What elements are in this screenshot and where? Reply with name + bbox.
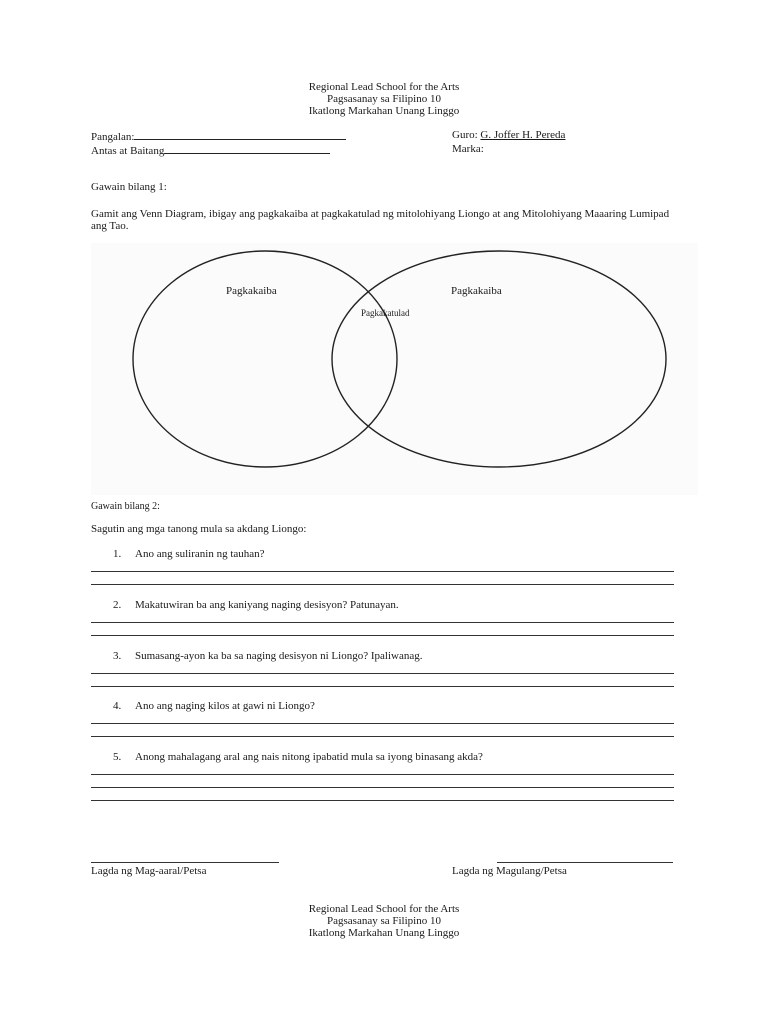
footer-quarter-title: Ikatlong Markahan Unang Linggo bbox=[308, 927, 460, 939]
teacher-label: Guro: bbox=[452, 129, 478, 141]
activity2-title: Gawain bilang 2: bbox=[91, 501, 160, 512]
question-4 bbox=[113, 700, 315, 712]
student-signature-label: Lagda ng Mag-aaral/Petsa bbox=[91, 865, 207, 877]
parent-signature-label: Lagda ng Magulang/Petsa bbox=[452, 865, 567, 877]
teacher-field bbox=[452, 129, 565, 141]
venn-center-label: Pagkakatulad bbox=[361, 308, 410, 318]
score-field bbox=[452, 143, 484, 155]
teacher-name: G. Joffer H. Pereda bbox=[480, 129, 566, 141]
page-header bbox=[0, 81, 768, 117]
question-number: 3. bbox=[113, 650, 122, 662]
activity1-title: Gawain bilang 1: bbox=[91, 181, 167, 193]
footer-subject-title: Pagsasanay sa Filipino 10 bbox=[327, 915, 441, 927]
activity1-instruction: Gamit ang Venn Diagram, ibigay ang pagkakaiba at pagkakatulad ng mitolohiyang Liongo at ang Mitolohiyang Maaaring Lumipad ang Tao. bbox=[91, 208, 670, 232]
question-3 bbox=[113, 650, 422, 662]
answer-line[interactable] bbox=[91, 774, 674, 775]
question-5 bbox=[113, 751, 483, 763]
name-label: Pangalan: bbox=[91, 131, 135, 143]
answer-line[interactable] bbox=[91, 800, 674, 801]
question-text: Ano ang naging kilos at gawi ni Liongo? bbox=[135, 700, 315, 712]
answer-line[interactable] bbox=[91, 686, 674, 687]
answer-line[interactable] bbox=[91, 635, 674, 636]
name-field bbox=[91, 129, 346, 143]
question-text: Sumasang-ayon ka ba sa naging desisyon ni Liongo? Ipaliwanag. bbox=[135, 650, 423, 662]
footer-school-name: Regional Lead School for the Arts bbox=[308, 903, 460, 915]
page-footer bbox=[0, 903, 768, 939]
question-number: 5. bbox=[113, 751, 122, 763]
answer-line[interactable] bbox=[91, 723, 674, 724]
question-number: 2. bbox=[113, 599, 122, 611]
answer-line[interactable] bbox=[91, 622, 674, 623]
venn-diagram bbox=[91, 243, 698, 495]
question-text: Ano ang suliranin ng tauhan? bbox=[135, 548, 265, 560]
answer-line[interactable] bbox=[91, 584, 674, 585]
answer-line[interactable] bbox=[91, 673, 674, 674]
answer-line[interactable] bbox=[91, 571, 674, 572]
grade-field bbox=[91, 143, 330, 157]
subject-title: Pagsasanay sa Filipino 10 bbox=[327, 93, 441, 105]
answer-line[interactable] bbox=[91, 787, 674, 788]
question-number: 1. bbox=[113, 548, 122, 560]
grade-label: Antas at Baitang bbox=[91, 145, 165, 157]
venn-left-label: Pagkakaiba bbox=[226, 285, 277, 297]
venn-left-circle[interactable] bbox=[133, 251, 397, 467]
venn-right-circle[interactable] bbox=[332, 251, 666, 467]
grade-blank[interactable] bbox=[164, 143, 330, 154]
question-number: 4. bbox=[113, 700, 122, 712]
quarter-title: Ikatlong Markahan Unang Linggo bbox=[308, 105, 460, 117]
score-label: Marka: bbox=[452, 143, 484, 155]
answer-line[interactable] bbox=[91, 736, 674, 737]
question-2 bbox=[113, 599, 399, 611]
name-blank[interactable] bbox=[134, 129, 346, 140]
student-signature-line[interactable] bbox=[91, 862, 279, 863]
parent-signature-line[interactable] bbox=[497, 862, 673, 863]
venn-right-label: Pagkakaiba bbox=[451, 285, 502, 297]
activity2-instruction: Sagutin ang mga tanong mula sa akdang Liongo: bbox=[91, 523, 307, 535]
question-text: Makatuwiran ba ang kaniyang naging desisyon? Patunayan. bbox=[135, 599, 399, 611]
question-text: Anong mahalagang aral ang nais nitong ipabatid mula sa iyong binasang akda? bbox=[135, 751, 483, 763]
school-name: Regional Lead School for the Arts bbox=[308, 81, 460, 93]
question-1 bbox=[113, 548, 265, 560]
